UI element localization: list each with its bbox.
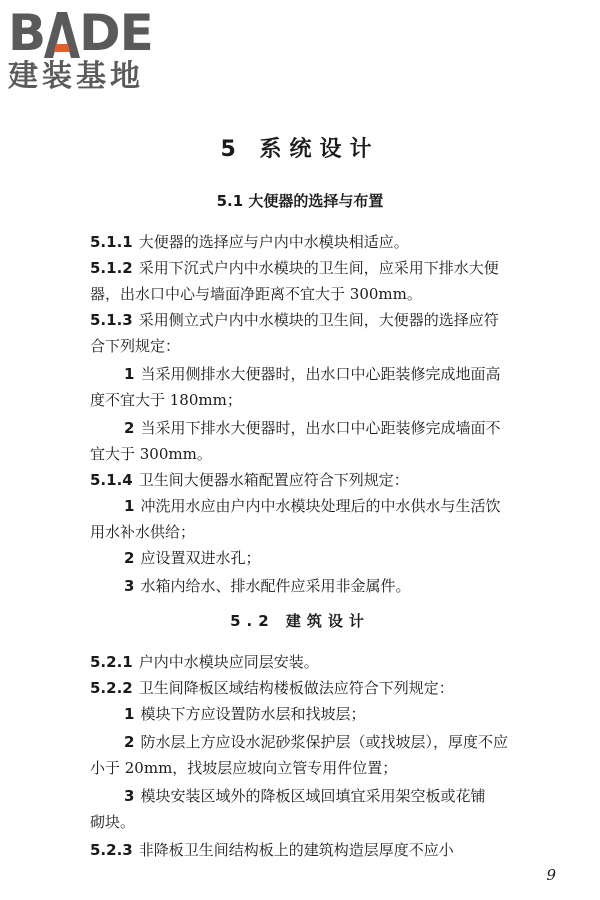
clause-line	[90, 758, 560, 778]
clause-line	[90, 704, 594, 724]
clause-number: 5.1.3	[90, 311, 133, 329]
logo-letters-de: DE	[79, 4, 153, 62]
clause-line	[90, 418, 594, 438]
item-number: 1	[124, 365, 135, 383]
clause-line	[90, 678, 560, 698]
section-title-5-2: 5.2 建筑设计	[230, 612, 370, 630]
logo-letter-a-icon	[44, 10, 80, 58]
clause-line	[90, 470, 560, 490]
chapter-title: 5 系统设计	[220, 137, 380, 162]
clause-line	[90, 732, 594, 752]
bade-logo	[8, 6, 178, 96]
clause-line	[90, 786, 594, 806]
clause-text: 砌块。	[90, 813, 136, 831]
clause-text: 大便器的选择应与户内中水模块相适应。	[138, 233, 409, 251]
clause-line	[90, 812, 560, 832]
clause-line	[90, 840, 560, 860]
clause-text: 模块下方应设置防水层和找坡层；	[140, 705, 366, 723]
clause-line	[90, 310, 560, 330]
item-number: 2	[124, 419, 135, 437]
clause-text: 水箱内给水、排水配件应采用非金属件。	[140, 577, 411, 595]
logo-subtitle: 建装基地	[8, 59, 144, 94]
clause-line	[90, 364, 594, 384]
logo-letter-b: B	[8, 4, 46, 62]
clause-text: 户内中水模块应同层安装。	[138, 653, 319, 671]
clause-line	[90, 576, 594, 596]
item-number: 2	[124, 549, 135, 567]
item-number: 1	[124, 497, 135, 515]
clause-number: 5.2.2	[90, 679, 133, 697]
clause-text: 当采用下排水大便器时，出水口中心距装修完成墙面不	[140, 419, 501, 437]
item-number: 3	[124, 787, 135, 805]
section-title-5-1: 5.1 大便器的选择与布置	[216, 192, 384, 210]
clause-number: 5.1.4	[90, 471, 133, 489]
clause-text: 采用下沉式户内中水模块的卫生间，应采用下排水大便	[138, 259, 499, 277]
clause-line	[90, 548, 594, 568]
clause-line	[90, 652, 560, 672]
clause-text: 当采用侧排水大便器时，出水口中心距装修完成地面高	[140, 365, 501, 383]
item-number: 1	[124, 705, 135, 723]
clause-text: 器，出水口中心与墙面净距离不宜大于 300mm。	[90, 285, 422, 303]
clause-text: 用水补水供给；	[90, 523, 196, 541]
clause-line	[90, 336, 560, 356]
item-number: 2	[124, 733, 135, 751]
clause-line	[90, 390, 560, 410]
clause-number: 5.2.1	[90, 653, 133, 671]
clause-text: 非降板卫生间结构板上的建筑构造层厚度不应小	[138, 841, 454, 859]
clause-text: 应设置双进水孔；	[140, 549, 261, 567]
clause-line	[90, 232, 560, 252]
clause-text: 度不宜大于 180mm；	[90, 391, 242, 409]
clause-text: 宜大于 300mm。	[90, 445, 212, 463]
clause-number: 5.1.2	[90, 259, 133, 277]
clause-line	[90, 444, 560, 464]
clause-text: 采用侧立式户内中水模块的卫生间，大便器的选择应符	[138, 311, 499, 329]
clause-number: 5.1.1	[90, 233, 133, 251]
clause-line	[90, 258, 560, 278]
clause-text: 防水层上方应设水泥砂浆保护层（或找坡层），厚度不应	[140, 733, 508, 751]
clause-text: 冲洗用水应由户内中水模块处理后的中水供水与生活饮	[140, 497, 501, 515]
item-number: 3	[124, 577, 135, 595]
clause-line	[90, 496, 594, 516]
clause-line	[90, 522, 560, 542]
clause-text: 合下列规定：	[90, 337, 181, 355]
logo-mark	[8, 4, 178, 62]
clause-line	[90, 284, 560, 304]
clause-text: 小于 20mm，找坡层应坡向立管专用件位置；	[90, 759, 398, 777]
clause-number: 5.2.3	[90, 841, 133, 859]
clause-text: 卫生间大便器水箱配置应符合下列规定：	[138, 471, 409, 489]
clause-text: 卫生间降板区域结构楼板做法应符合下列规定：	[138, 679, 454, 697]
page-number: 9	[546, 866, 556, 884]
clause-text: 模块安装区域外的降板区域回填宜采用架空板或花铺	[140, 787, 486, 805]
